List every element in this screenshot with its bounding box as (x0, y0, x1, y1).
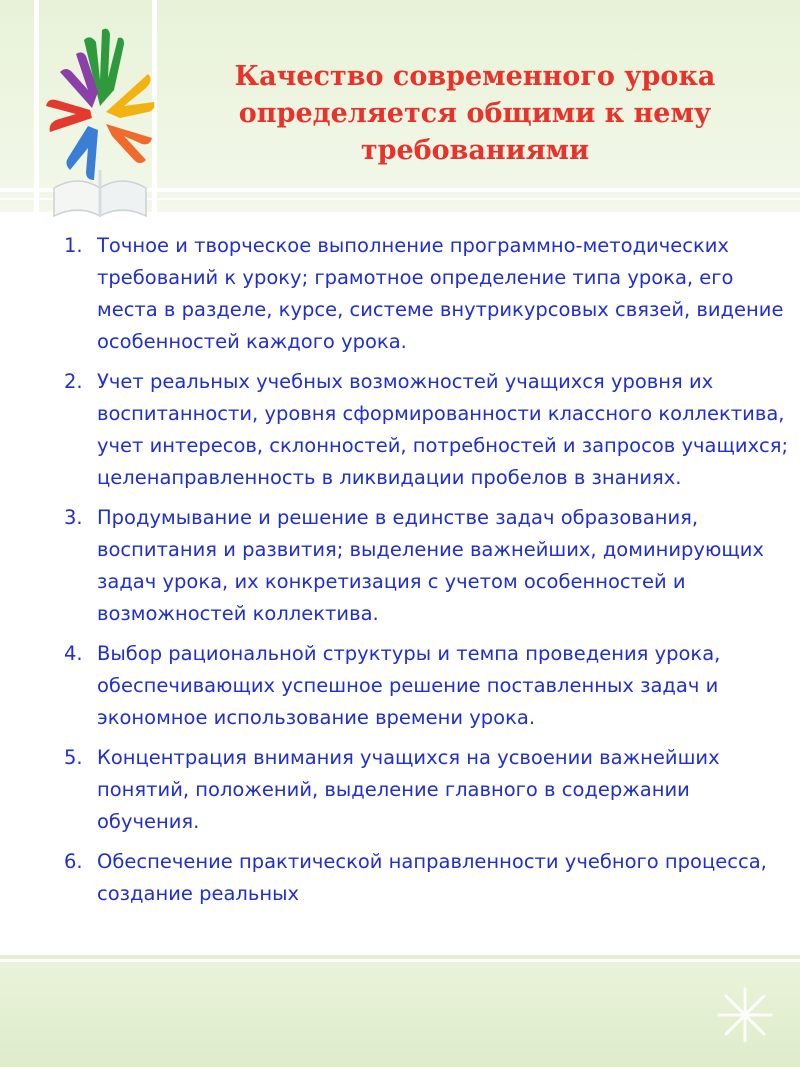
sparkle-icon (715, 985, 775, 1045)
title-line: Качество современного урока (234, 61, 716, 92)
requirement-number: 4. (64, 642, 83, 665)
requirement-item (64, 638, 792, 734)
title-line: требованиями (360, 135, 590, 166)
requirement-text: Концентрация внимания учащихся на усвоении важнейших понятий, положений, выделение главного в содержании обучения. (97, 746, 720, 833)
requirement-number: 1. (64, 234, 83, 257)
requirement-item (64, 742, 792, 838)
requirement-item (64, 230, 792, 358)
decor-stripe (0, 955, 800, 959)
requirement-item (64, 366, 792, 494)
requirement-number: 2. (64, 370, 83, 393)
requirement-item (64, 846, 792, 910)
requirement-text: Обеспечение практической направленности учебного процесса, создание реальных (97, 850, 767, 905)
footer-band (0, 962, 800, 1067)
requirement-number: 3. (64, 506, 83, 529)
requirement-text: Выбор рациональной структуры и темпа проведения урока, обеспечивающих успешное решение поставленных задач и экономное использование времени урока. (97, 642, 721, 729)
title-line: определяется общими к нему (238, 98, 712, 129)
requirement-number: 5. (64, 746, 83, 769)
hand-icon (46, 29, 154, 180)
requirement-number: 6. (64, 850, 83, 873)
hands-logo-icon (40, 20, 160, 220)
requirements-list (64, 230, 792, 918)
decor-stripe (34, 0, 39, 212)
requirement-text: Точное и творческое выполнение программно-методических требований к уроку; грамотное определение типа урока, его места в разделе, курсе, системе внутрикурсовых связей, видение особенностей каждого урока. (97, 234, 784, 353)
requirement-item (64, 502, 792, 630)
requirement-text: Учет реальных учебных возможностей учащихся уровня их воспитанности, уровня сформированности классного коллектива, учет интересов, склонностей, потребностей и запросов учащихся; целенаправленность в ликвидации пробелов в знаниях. (97, 370, 789, 489)
requirement-text: Продумывание и решение в единстве задач образования, воспитания и развития; выделение важнейших, доминирующих задач урока, их конкретизация с учетом особенностей и возможностей коллектива. (97, 506, 764, 625)
slide-title (165, 58, 785, 169)
